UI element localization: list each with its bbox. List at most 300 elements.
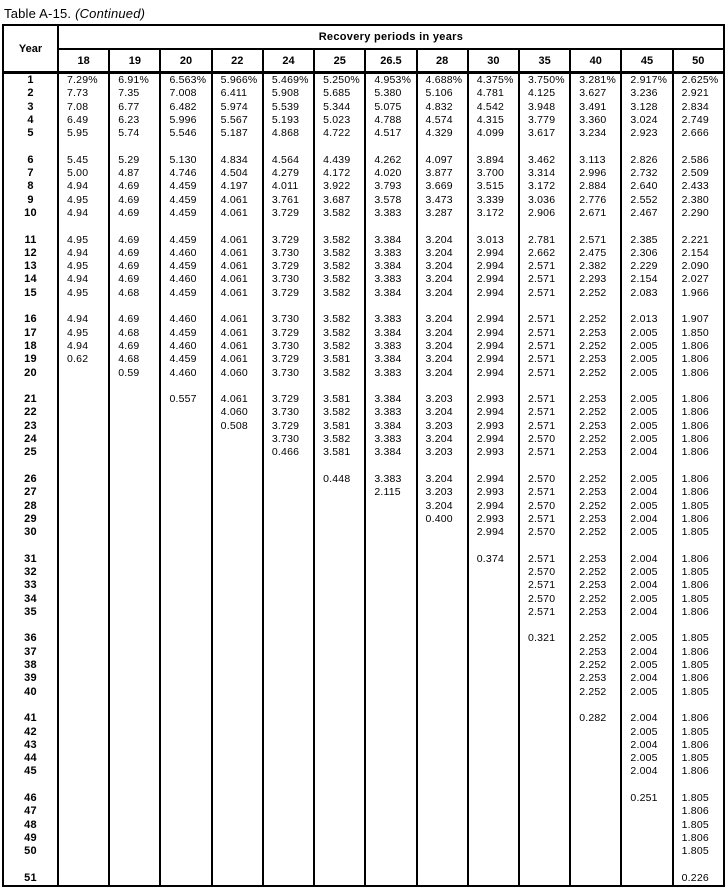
value-cell-year32-rp24 — [263, 566, 314, 579]
value-cell-year1-rp45: 2.917% — [621, 73, 672, 88]
value-cell-year29-rp20 — [160, 513, 211, 526]
value-cell-year6-rp20: 5.130 — [160, 154, 211, 167]
value-cell-year47-rp35 — [519, 805, 570, 818]
value-cell-year35-rp19 — [109, 606, 160, 619]
value-cell-year35-rp18 — [58, 606, 109, 619]
value-cell-year47-rp22 — [212, 805, 263, 818]
table-row — [3, 101, 724, 114]
value-cell-year17-rp18: 4.95 — [58, 327, 109, 340]
value-cell-year39-rp45: 2.004 — [621, 672, 672, 685]
table-row — [3, 393, 724, 406]
column-header-22: 22 — [212, 49, 263, 73]
value-cell-year10-rp24: 3.729 — [263, 207, 314, 220]
value-cell-year9-rp19: 4.69 — [109, 194, 160, 207]
value-cell-year46-rp24 — [263, 792, 314, 805]
value-cell-year39-rp30 — [468, 672, 519, 685]
value-cell-year37-rp25 — [314, 646, 365, 659]
value-cell-year16-rp26.5: 3.383 — [365, 313, 416, 326]
value-cell-year18-rp24: 3.730 — [263, 340, 314, 353]
value-cell-year19-rp19: 4.68 — [109, 353, 160, 366]
value-cell-year8-rp22: 4.197 — [212, 180, 263, 193]
year-cell: 45 — [24, 765, 37, 778]
value-cell-year3-rp45: 3.128 — [621, 101, 672, 114]
value-cell-year10-rp25: 3.582 — [314, 207, 365, 220]
value-cell-year40-rp22 — [212, 686, 263, 699]
value-cell-year20-rp45: 2.005 — [621, 367, 672, 380]
value-cell-year34-rp25 — [314, 593, 365, 606]
value-cell-year38-rp45: 2.005 — [621, 659, 672, 672]
value-cell-year6-rp26.5: 4.262 — [365, 154, 416, 167]
value-cell-year33-rp20 — [160, 579, 211, 592]
value-cell-year21-rp45: 2.005 — [621, 393, 672, 406]
value-cell-year42-rp40 — [570, 726, 621, 739]
value-cell-year46-rp22 — [212, 792, 263, 805]
value-cell-year38-rp40: 2.252 — [570, 659, 621, 672]
value-cell-year21-rp24: 3.729 — [263, 393, 314, 406]
value-cell-year33-rp22 — [212, 579, 263, 592]
column-header-25: 25 — [314, 49, 365, 73]
value-cell-year1-rp30: 4.375% — [468, 73, 519, 88]
value-cell-year31-rp20 — [160, 553, 211, 566]
value-cell-year29-rp18 — [58, 513, 109, 526]
value-cell-year12-rp40: 2.475 — [570, 247, 621, 260]
value-cell-year51-rp50: 0.226 — [673, 872, 724, 886]
value-cell-year22-rp25: 3.582 — [314, 406, 365, 419]
value-cell-year42-rp24 — [263, 726, 314, 739]
value-cell-year50-rp28 — [417, 845, 468, 858]
table-row — [3, 433, 724, 446]
value-cell-year10-rp19: 4.69 — [109, 207, 160, 220]
value-cell-year17-rp25: 3.582 — [314, 327, 365, 340]
table-row — [3, 260, 724, 273]
value-cell-year5-rp28: 4.329 — [417, 127, 468, 140]
table-row — [3, 579, 724, 592]
table-row — [3, 819, 724, 832]
group-separator-row — [3, 859, 724, 872]
value-cell-year39-rp35 — [519, 672, 570, 685]
year-cell: 34 — [24, 592, 37, 605]
value-cell-year15-rp35: 2.571 — [519, 287, 570, 300]
value-cell-year42-rp35 — [519, 726, 570, 739]
value-cell-year34-rp45: 2.005 — [621, 593, 672, 606]
value-cell-year43-rp25 — [314, 739, 365, 752]
value-cell-year46-rp28 — [417, 792, 468, 805]
group-separator-row — [3, 220, 724, 233]
value-cell-year35-rp45: 2.004 — [621, 606, 672, 619]
value-cell-year9-rp28: 3.473 — [417, 194, 468, 207]
value-cell-year17-rp45: 2.005 — [621, 327, 672, 340]
value-cell-year44-rp24 — [263, 752, 314, 765]
value-cell-year13-rp35: 2.571 — [519, 260, 570, 273]
value-cell-year16-rp19: 4.69 — [109, 313, 160, 326]
value-cell-year1-rp18: 7.29% — [58, 73, 109, 88]
value-cell-year19-rp22: 4.061 — [212, 353, 263, 366]
value-cell-year28-rp19 — [109, 500, 160, 513]
table-row — [3, 313, 724, 326]
table-row — [3, 526, 724, 539]
value-cell-year2-rp50: 2.921 — [673, 87, 724, 100]
value-cell-year33-rp35: 2.571 — [519, 579, 570, 592]
value-cell-year51-rp40 — [570, 872, 621, 886]
value-cell-year15-rp18: 4.95 — [58, 287, 109, 300]
value-cell-year19-rp24: 3.729 — [263, 353, 314, 366]
year-cell: 35 — [24, 605, 37, 618]
value-cell-year34-rp24 — [263, 593, 314, 606]
value-cell-year39-rp22 — [212, 672, 263, 685]
value-cell-year45-rp25 — [314, 765, 365, 778]
value-cell-year46-rp19 — [109, 792, 160, 805]
value-cell-year22-rp35: 2.571 — [519, 406, 570, 419]
value-cell-year23-rp40: 2.253 — [570, 420, 621, 433]
value-cell-year31-rp25 — [314, 553, 365, 566]
value-cell-year24-rp24: 3.730 — [263, 433, 314, 446]
value-cell-year10-rp22: 4.061 — [212, 207, 263, 220]
value-cell-year6-rp22: 4.834 — [212, 154, 263, 167]
year-cell: 42 — [24, 725, 37, 738]
value-cell-year28-rp22 — [212, 500, 263, 513]
value-cell-year42-rp22 — [212, 726, 263, 739]
year-cell: 38 — [24, 659, 37, 672]
value-cell-year47-rp18 — [58, 805, 109, 818]
value-cell-year3-rp24: 5.539 — [263, 101, 314, 114]
table-row — [3, 406, 724, 419]
value-cell-year37-rp20 — [160, 646, 211, 659]
value-cell-year12-rp28: 3.204 — [417, 247, 468, 260]
value-cell-year2-rp24: 5.908 — [263, 87, 314, 100]
value-cell-year5-rp26.5: 4.517 — [365, 127, 416, 140]
value-cell-year32-rp26.5 — [365, 566, 416, 579]
value-cell-year46-rp40 — [570, 792, 621, 805]
value-cell-year41-rp26.5 — [365, 712, 416, 725]
value-cell-year6-rp40: 3.113 — [570, 154, 621, 167]
value-cell-year40-rp40: 2.252 — [570, 686, 621, 699]
value-cell-year3-rp19: 6.77 — [109, 101, 160, 114]
value-cell-year11-rp28: 3.204 — [417, 234, 468, 247]
year-cell: 48 — [24, 818, 37, 831]
value-cell-year35-rp22 — [212, 606, 263, 619]
value-cell-year37-rp50: 1.806 — [673, 646, 724, 659]
value-cell-year41-rp25 — [314, 712, 365, 725]
value-cell-year25-rp18 — [58, 446, 109, 459]
value-cell-year25-rp35: 2.571 — [519, 446, 570, 459]
value-cell-year34-rp35: 2.570 — [519, 593, 570, 606]
column-header-20: 20 — [160, 49, 211, 73]
value-cell-year47-rp24 — [263, 805, 314, 818]
value-cell-year30-rp50: 1.805 — [673, 526, 724, 539]
value-cell-year36-rp30 — [468, 632, 519, 645]
value-cell-year46-rp20 — [160, 792, 211, 805]
value-cell-year39-rp40: 2.253 — [570, 672, 621, 685]
value-cell-year21-rp22: 4.061 — [212, 393, 263, 406]
value-cell-year4-rp50: 2.749 — [673, 114, 724, 127]
year-cell: 44 — [24, 752, 37, 765]
value-cell-year7-rp45: 2.732 — [621, 167, 672, 180]
value-cell-year12-rp35: 2.662 — [519, 247, 570, 260]
value-cell-year11-rp45: 2.385 — [621, 234, 672, 247]
value-cell-year36-rp25 — [314, 632, 365, 645]
value-cell-year9-rp35: 3.036 — [519, 194, 570, 207]
value-cell-year25-rp19 — [109, 446, 160, 459]
value-cell-year7-rp24: 4.279 — [263, 167, 314, 180]
value-cell-year43-rp45: 2.004 — [621, 739, 672, 752]
value-cell-year38-rp25 — [314, 659, 365, 672]
column-header-18: 18 — [58, 49, 109, 73]
table-row — [3, 353, 724, 366]
value-cell-year13-rp50: 2.090 — [673, 260, 724, 273]
group-separator-row — [3, 619, 724, 632]
value-cell-year30-rp28 — [417, 526, 468, 539]
value-cell-year21-rp50: 1.806 — [673, 393, 724, 406]
depreciation-table — [2, 24, 725, 887]
value-cell-year19-rp40: 2.253 — [570, 353, 621, 366]
value-cell-year48-rp24 — [263, 819, 314, 832]
value-cell-year40-rp19 — [109, 686, 160, 699]
value-cell-year45-rp30 — [468, 765, 519, 778]
value-cell-year1-rp35: 3.750% — [519, 73, 570, 88]
column-header-35: 35 — [519, 49, 570, 73]
value-cell-year6-rp19: 5.29 — [109, 154, 160, 167]
value-cell-year1-rp19: 6.91% — [109, 73, 160, 88]
value-cell-year26-rp45: 2.005 — [621, 473, 672, 486]
value-cell-year6-rp28: 4.097 — [417, 154, 468, 167]
value-cell-year13-rp20: 4.459 — [160, 260, 211, 273]
value-cell-year2-rp25: 5.685 — [314, 87, 365, 100]
value-cell-year42-rp25 — [314, 726, 365, 739]
value-cell-year44-rp30 — [468, 752, 519, 765]
value-cell-year44-rp26.5 — [365, 752, 416, 765]
value-cell-year9-rp26.5: 3.578 — [365, 194, 416, 207]
value-cell-year17-rp28: 3.204 — [417, 327, 468, 340]
value-cell-year20-rp19: 0.59 — [109, 367, 160, 380]
group-separator-row — [3, 460, 724, 473]
value-cell-year36-rp22 — [212, 632, 263, 645]
value-cell-year44-rp20 — [160, 752, 211, 765]
value-cell-year21-rp28: 3.203 — [417, 393, 468, 406]
value-cell-year37-rp26.5 — [365, 646, 416, 659]
value-cell-year2-rp28: 5.106 — [417, 87, 468, 100]
value-cell-year2-rp26.5: 5.380 — [365, 87, 416, 100]
value-cell-year51-rp30 — [468, 872, 519, 886]
year-cell: 10 — [24, 206, 37, 219]
value-cell-year50-rp26.5 — [365, 845, 416, 858]
value-cell-year2-rp22: 6.411 — [212, 87, 263, 100]
value-cell-year34-rp30 — [468, 593, 519, 606]
value-cell-year23-rp30: 2.993 — [468, 420, 519, 433]
value-cell-year7-rp26.5: 4.020 — [365, 167, 416, 180]
value-cell-year48-rp26.5 — [365, 819, 416, 832]
table-row — [3, 367, 724, 380]
value-cell-year14-rp20: 4.460 — [160, 273, 211, 286]
value-cell-year32-rp25 — [314, 566, 365, 579]
value-cell-year45-rp50: 1.806 — [673, 765, 724, 778]
value-cell-year1-rp28: 4.688% — [417, 73, 468, 88]
table-header — [3, 25, 724, 73]
value-cell-year3-rp22: 5.974 — [212, 101, 263, 114]
value-cell-year25-rp50: 1.806 — [673, 446, 724, 459]
value-cell-year34-rp20 — [160, 593, 211, 606]
value-cell-year18-rp40: 2.252 — [570, 340, 621, 353]
value-cell-year8-rp40: 2.884 — [570, 180, 621, 193]
value-cell-year12-rp22: 4.061 — [212, 247, 263, 260]
value-cell-year49-rp26.5 — [365, 832, 416, 845]
value-cell-year4-rp19: 6.23 — [109, 114, 160, 127]
value-cell-year22-rp20 — [160, 406, 211, 419]
value-cell-year46-rp35 — [519, 792, 570, 805]
table-row — [3, 154, 724, 167]
table-row — [3, 273, 724, 286]
value-cell-year26-rp35: 2.570 — [519, 473, 570, 486]
value-cell-year8-rp50: 2.433 — [673, 180, 724, 193]
table-row — [3, 739, 724, 752]
value-cell-year51-rp19 — [109, 872, 160, 886]
value-cell-year19-rp26.5: 3.384 — [365, 353, 416, 366]
value-cell-year25-rp28: 3.203 — [417, 446, 468, 459]
value-cell-year21-rp26.5: 3.384 — [365, 393, 416, 406]
column-header-45: 45 — [621, 49, 672, 73]
value-cell-year37-rp24 — [263, 646, 314, 659]
value-cell-year7-rp40: 2.996 — [570, 167, 621, 180]
value-cell-year33-rp24 — [263, 579, 314, 592]
value-cell-year40-rp50: 1.805 — [673, 686, 724, 699]
value-cell-year20-rp18 — [58, 367, 109, 380]
value-cell-year8-rp35: 3.172 — [519, 180, 570, 193]
value-cell-year46-rp18 — [58, 792, 109, 805]
value-cell-year4-rp24: 5.193 — [263, 114, 314, 127]
value-cell-year24-rp25: 3.582 — [314, 433, 365, 446]
year-cell: 46 — [24, 792, 37, 805]
table-row — [3, 872, 724, 886]
value-cell-year8-rp20: 4.459 — [160, 180, 211, 193]
group-separator-row — [3, 779, 724, 792]
value-cell-year17-rp30: 2.994 — [468, 327, 519, 340]
value-cell-year4-rp45: 3.024 — [621, 114, 672, 127]
value-cell-year4-rp35: 3.779 — [519, 114, 570, 127]
value-cell-year17-rp24: 3.729 — [263, 327, 314, 340]
value-cell-year1-rp22: 5.966% — [212, 73, 263, 88]
value-cell-year41-rp18 — [58, 712, 109, 725]
value-cell-year14-rp50: 2.027 — [673, 273, 724, 286]
value-cell-year33-rp19 — [109, 579, 160, 592]
value-cell-year26-rp28: 3.204 — [417, 473, 468, 486]
column-header-40: 40 — [570, 49, 621, 73]
value-cell-year12-rp19: 4.69 — [109, 247, 160, 260]
value-cell-year38-rp18 — [58, 659, 109, 672]
value-cell-year6-rp50: 2.586 — [673, 154, 724, 167]
value-cell-year44-rp28 — [417, 752, 468, 765]
value-cell-year35-rp28 — [417, 606, 468, 619]
value-cell-year16-rp45: 2.013 — [621, 313, 672, 326]
year-cell: 3 — [27, 100, 34, 113]
year-cell: 47 — [24, 805, 37, 818]
value-cell-year45-rp20 — [160, 765, 211, 778]
value-cell-year22-rp30: 2.994 — [468, 406, 519, 419]
value-cell-year16-rp25: 3.582 — [314, 313, 365, 326]
value-cell-year27-rp50: 1.806 — [673, 486, 724, 499]
value-cell-year31-rp26.5 — [365, 553, 416, 566]
column-header-19: 19 — [109, 49, 160, 73]
value-cell-year37-rp28 — [417, 646, 468, 659]
value-cell-year22-rp22: 4.060 — [212, 406, 263, 419]
value-cell-year50-rp35 — [519, 845, 570, 858]
table-row — [3, 234, 724, 247]
value-cell-year46-rp25 — [314, 792, 365, 805]
value-cell-year40-rp24 — [263, 686, 314, 699]
value-cell-year48-rp25 — [314, 819, 365, 832]
value-cell-year25-rp20 — [160, 446, 211, 459]
value-cell-year44-rp35 — [519, 752, 570, 765]
value-cell-year12-rp18: 4.94 — [58, 247, 109, 260]
value-cell-year14-rp25: 3.582 — [314, 273, 365, 286]
value-cell-year51-rp26.5 — [365, 872, 416, 886]
value-cell-year26-rp50: 1.806 — [673, 473, 724, 486]
value-cell-year38-rp24 — [263, 659, 314, 672]
title-continued-text: (Continued) — [75, 6, 146, 21]
value-cell-year33-rp26.5 — [365, 579, 416, 592]
value-cell-year28-rp40: 2.252 — [570, 500, 621, 513]
value-cell-year15-rp24: 3.729 — [263, 287, 314, 300]
value-cell-year11-rp25: 3.582 — [314, 234, 365, 247]
column-header-50: 50 — [673, 49, 724, 73]
value-cell-year31-rp50: 1.806 — [673, 553, 724, 566]
value-cell-year30-rp45: 2.005 — [621, 526, 672, 539]
value-cell-year27-rp25 — [314, 486, 365, 499]
value-cell-year38-rp30 — [468, 659, 519, 672]
value-cell-year20-rp20: 4.460 — [160, 367, 211, 380]
value-cell-year36-rp18 — [58, 632, 109, 645]
value-cell-year37-rp45: 2.004 — [621, 646, 672, 659]
value-cell-year28-rp26.5 — [365, 500, 416, 513]
table-row — [3, 726, 724, 739]
value-cell-year31-rp35: 2.571 — [519, 553, 570, 566]
page-title — [2, 4, 723, 24]
value-cell-year9-rp50: 2.380 — [673, 194, 724, 207]
value-cell-year13-rp24: 3.729 — [263, 260, 314, 273]
column-header-24: 24 — [263, 49, 314, 73]
value-cell-year2-rp45: 3.236 — [621, 87, 672, 100]
table-row — [3, 752, 724, 765]
value-cell-year23-rp20 — [160, 420, 211, 433]
value-cell-year40-rp28 — [417, 686, 468, 699]
value-cell-year32-rp50: 1.805 — [673, 566, 724, 579]
value-cell-year20-rp40: 2.252 — [570, 367, 621, 380]
value-cell-year13-rp45: 2.229 — [621, 260, 672, 273]
value-cell-year2-rp30: 4.781 — [468, 87, 519, 100]
year-cell: 13 — [24, 260, 37, 273]
year-cell: 24 — [24, 433, 37, 446]
value-cell-year34-rp28 — [417, 593, 468, 606]
year-cell: 33 — [24, 579, 37, 592]
value-cell-year37-rp19 — [109, 646, 160, 659]
value-cell-year13-rp40: 2.382 — [570, 260, 621, 273]
value-cell-year13-rp19: 4.69 — [109, 260, 160, 273]
value-cell-year42-rp30 — [468, 726, 519, 739]
value-cell-year12-rp25: 3.582 — [314, 247, 365, 260]
value-cell-year23-rp18 — [58, 420, 109, 433]
value-cell-year37-rp40: 2.253 — [570, 646, 621, 659]
year-cell: 40 — [24, 685, 37, 698]
value-cell-year24-rp26.5: 3.383 — [365, 433, 416, 446]
value-cell-year32-rp20 — [160, 566, 211, 579]
value-cell-year7-rp30: 3.700 — [468, 167, 519, 180]
value-cell-year35-rp25 — [314, 606, 365, 619]
value-cell-year51-rp22 — [212, 872, 263, 886]
value-cell-year45-rp35 — [519, 765, 570, 778]
value-cell-year1-rp20: 6.563% — [160, 73, 211, 88]
value-cell-year38-rp28 — [417, 659, 468, 672]
value-cell-year36-rp35: 0.321 — [519, 632, 570, 645]
value-cell-year50-rp19 — [109, 845, 160, 858]
value-cell-year28-rp45: 2.005 — [621, 500, 672, 513]
